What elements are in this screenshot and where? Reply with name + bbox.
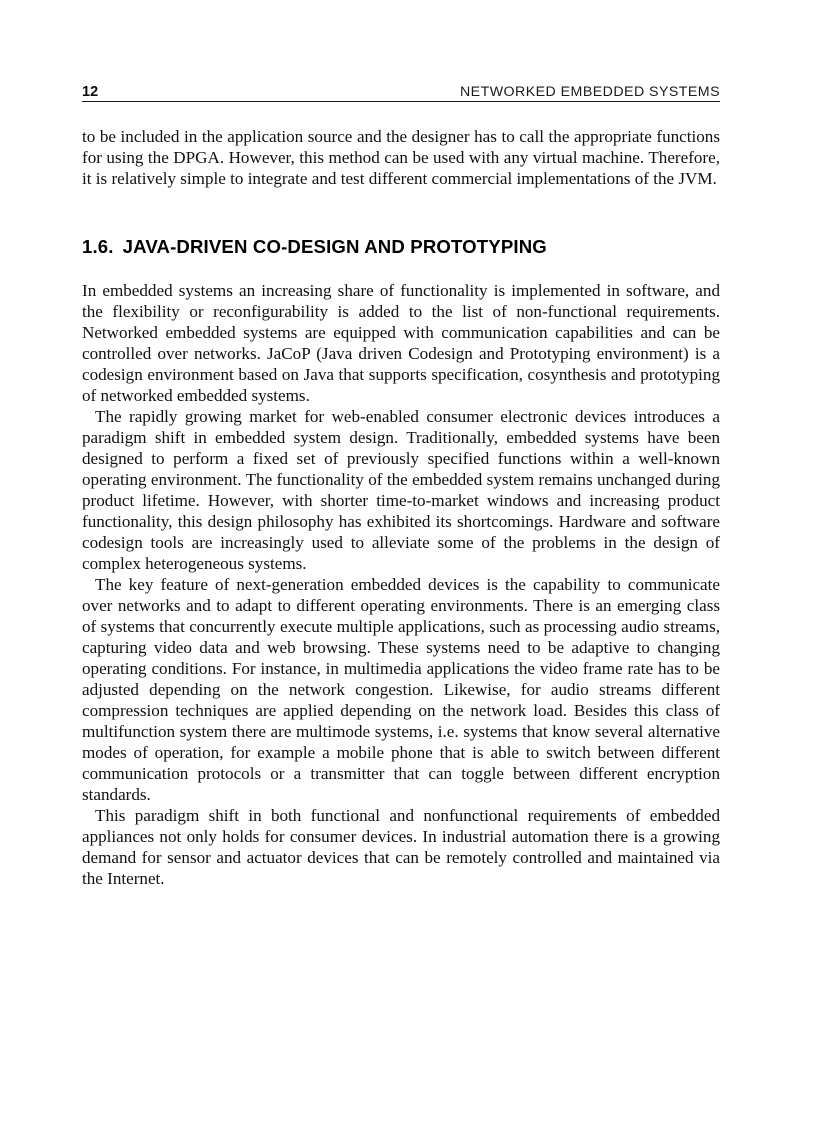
paragraph-intro: In embedded systems an increasing share of functionality is implemented in software, and the flexibility or reconfigurability is added to the list of non-functional requirements. Networked embedded systems are equipped with communication capabilities and can be controlled over networks. JaCoP (Java driven Codesign and Prototyping environment) is a codesign environment based on Java that supports specification, cosynthesis and prototyping of networked embedded systems. (82, 281, 720, 405)
paragraph-market: The rapidly growing market for web-enabled consumer electronic devices introduces a paradigm shift in embedded system design. Traditionally, embedded systems have been designed to perform a fixed set of previously specified functions within a well-known operating environment. The functionality of the embedded system remains unchanged during product lifetime. However, with shorter time-to-market windows and increasing product functionality, this design philosophy has exhibited its shortcomings. Hardware and software codesign tools are increasingly used to alleviate some of the problems in the design of complex heterogeneous systems. (82, 407, 720, 573)
text-column (82, 126, 720, 889)
paragraph-paradigm-shift: This paradigm shift in both functional and nonfunctional requirements of embedded appliances not only holds for consumer devices. In industrial automation there is a growing demand for sensor and actuator devices that can be remotely controlled and maintained via the Internet. (82, 806, 720, 888)
section-heading (82, 236, 720, 258)
page-number: 12 (82, 83, 99, 100)
paragraph-continuation: to be included in the application source and the designer has to call the appropriate functions for using the DPGA. However, this method can be used with any virtual machine. Therefore, it is relatively simple to integrate and test different commercial implementations of the JVM. (82, 127, 720, 188)
spacer-above-heading (82, 189, 720, 236)
running-head (82, 78, 720, 102)
running-head-title: NETWORKED EMBEDDED SYSTEMS (459, 83, 720, 100)
section-number: 1.6. (82, 236, 114, 257)
paragraph-key-feature: The key feature of next-generation embedded devices is the capability to communicate over networks and to adapt to different operating environments. There is an emerging class of systems that concurrently execute multiple applications, such as processing audio streams, capturing video data and web browsing. These systems need to be adaptive to changing operating conditions. For instance, in multimedia applications the video frame rate has to be adjusted depending on the network congestion. Likewise, for audio streams different compression techniques are applied depending on the network load. Besides this class of multifunction system there are multimode systems, i.e. systems that know several alternative modes of operation, for example a mobile phone that is able to switch between different communication protocols or a transmitter that can toggle between different encryption standards. (82, 575, 720, 804)
spacer-below-heading (82, 258, 720, 280)
section-title: JAVA-DRIVEN CO-DESIGN AND PROTOTYPING (122, 236, 547, 257)
